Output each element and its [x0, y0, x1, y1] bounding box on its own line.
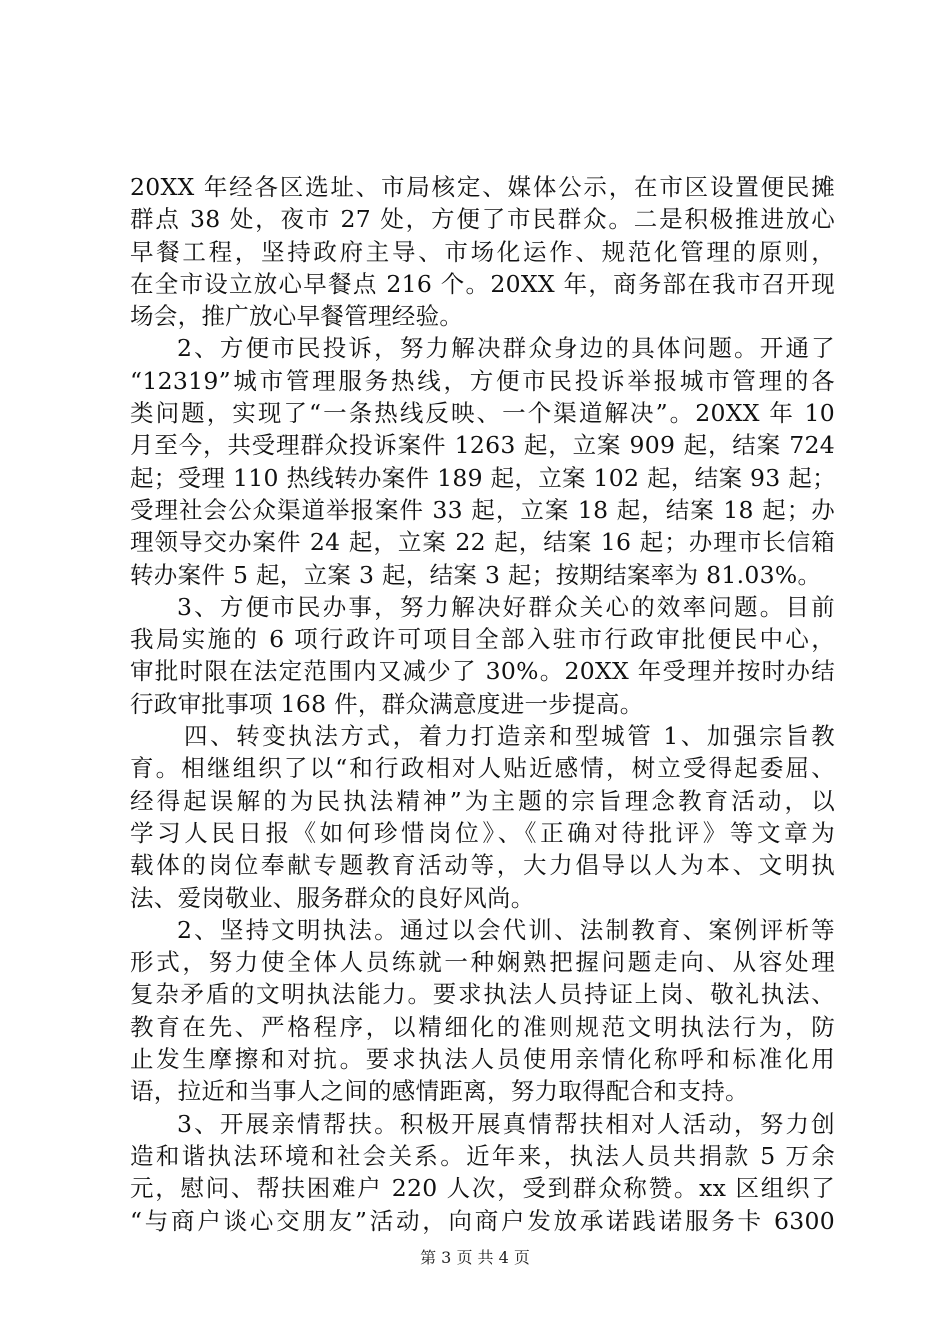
text-line: 转办案件 5 起，立案 3 起，结案 3 起；按期结案率为 81.03%。 — [130, 560, 822, 589]
text-line: 场会，推广放心早餐管理经验。 — [130, 302, 464, 331]
text-line: 语，拉近和当事人之间的感情距离，努力取得配合和支持。 — [130, 1077, 749, 1106]
text-line: 育。相继组织了以“和行政相对人贴近感情，树立受得起委屈、 — [130, 754, 835, 783]
text-line: 类问题，实现了“一条热线反映、一个渠道解决”。20XX 年 10 — [130, 399, 835, 428]
text-line: 审批时限在法定范围内又减少了 30%。20XX 年受理并按时办结 — [130, 657, 835, 686]
section-heading-line: 四、转变执法方式，着力打造亲和型城管 1、加强宗旨教 — [184, 722, 835, 751]
text-line: “12319”城市管理服务热线，方便市民投诉举报城市管理的各 — [130, 366, 835, 395]
text-line: 经得起误解的为民执法精神”为主题的宗旨理念教育活动，以 — [130, 786, 835, 815]
paragraph-first-line: 3、开展亲情帮扶。积极开展真情帮扶相对人活动，努力创 — [177, 1109, 835, 1138]
paragraph-first-line: 2、方便市民投诉，努力解决群众身边的具体问题。开通了 — [177, 334, 835, 363]
text-line: 20XX 年经各区选址、市局核定、媒体公示，在市区设置便民摊 — [130, 173, 835, 201]
page-number-footer: 第 3 页 共 4 页 — [420, 1248, 530, 1267]
text-line: 理领导交办案件 24 起，立案 22 起，结案 16 起；办理市长信箱 — [130, 528, 835, 557]
text-line: 受理社会公众渠道举报案件 33 起，立案 18 起，结案 18 起；办 — [130, 495, 835, 524]
paragraph-first-line: 3、方便市民办事，努力解决好群众关心的效率问题。目前 — [177, 592, 835, 621]
text-line: 复杂矛盾的文明执法能力。要求执法人员持证上岗、敬礼执法、 — [130, 980, 835, 1009]
text-line: 我局实施的 6 项行政许可项目全部入驻市行政审批便民中心， — [130, 625, 835, 654]
text-line: 止发生摩擦和对抗。要求执法人员使用亲情化称呼和标准化用 — [130, 1045, 835, 1074]
document-body — [130, 171, 835, 1237]
text-line: 起；受理 110 热线转办案件 189 起，立案 102 起，结案 93 起； — [130, 463, 836, 492]
text-line: 在全市设立放心早餐点 216 个。20XX 年，商务部在我市召开现 — [130, 269, 835, 298]
text-line: 造和谐执法环境和社会关系。近年来，执法人员共捐款 5 万余 — [130, 1141, 835, 1170]
text-line: 月至今，共受理群众投诉案件 1263 起，立案 909 起，结案 724 — [130, 431, 835, 460]
text-line: 法、爱岗敬业、服务群众的良好风尚。 — [130, 883, 535, 912]
text-line: 学习人民日报《如何珍惜岗位》、《正确对待批评》等文章为 — [130, 818, 835, 847]
text-line: 群点 38 处，夜市 27 处，方便了市民群众。二是积极推进放心 — [130, 205, 835, 234]
text-line: 形式，努力使全体人员练就一种娴熟把握问题走向、从容处理 — [130, 948, 835, 977]
text-line: 元，慰问、帮扶困难户 220 人次，受到群众称赞。xx 区组织了 — [130, 1174, 835, 1203]
text-line: 教育在先、严格程序，以精细化的准则规范文明执法行为，防 — [130, 1012, 835, 1041]
text-line: 早餐工程，坚持政府主导、市场化运作、规范化管理的原则， — [130, 237, 835, 266]
text-line: 载体的岗位奉献专题教育活动等，大力倡导以人为本、文明执 — [130, 851, 835, 880]
paragraph-first-line: 2、坚持文明执法。通过以会代训、法制教育、案例评析等 — [177, 915, 835, 944]
text-line: 行政审批事项 168 件，群众满意度进一步提高。 — [130, 689, 644, 718]
text-line: “与商户谈心交朋友”活动，向商户发放承诺践诺服务卡 6300 — [130, 1206, 835, 1235]
